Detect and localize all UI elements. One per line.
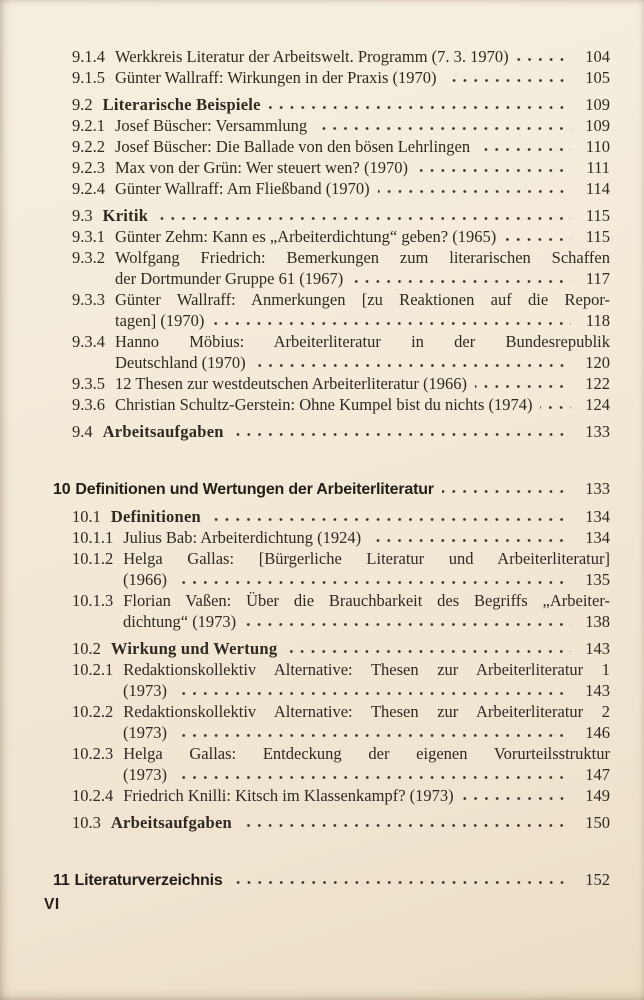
dot-leader: [462, 796, 571, 801]
entry-number: 9.3.3: [72, 290, 105, 309]
toc-entry-line: [72, 46, 610, 67]
dot-leader: [175, 691, 571, 696]
entry-number: 10.2.1: [72, 660, 114, 679]
entry-title: Günter Wallraff: Anmerkungen [zu Reaktionen auf die Repor-: [115, 290, 610, 309]
toc-entry-line: [72, 115, 610, 136]
entry-title: Redaktionskollektiv Alternative: Thesen zur Arbeiterliteratur 2: [123, 702, 610, 721]
toc-entry-line: [72, 268, 610, 289]
entry-title: Literarische Beispiele: [102, 95, 261, 114]
entry-number: 10.1.1: [72, 528, 114, 547]
dot-leader: [416, 168, 571, 173]
entry-page-number: 109: [585, 116, 610, 135]
toc-entry-line: [72, 226, 610, 247]
entry-number: 9.1.5: [72, 68, 105, 87]
entry-page-number: 104: [585, 47, 610, 66]
dot-leader: [209, 517, 571, 522]
entry-number: 10.2.4: [72, 786, 114, 805]
entry-page-number: 122: [585, 374, 610, 393]
dot-leader: [175, 775, 571, 780]
entry-number: 9.3.5: [72, 374, 105, 393]
entry-page-number: 120: [585, 353, 610, 372]
entry-number: 10.1.3: [72, 591, 114, 610]
entry-title: Christian Schultz-Gerstein: Ohne Kumpel bist du nichts (1974): [115, 395, 533, 414]
entry-title: (1966): [123, 570, 167, 589]
entry-title: Günter Zehm: Kann es „Arbeiterdichtung“ geben? (1965): [115, 227, 497, 246]
toc-entry-line: [72, 67, 610, 88]
dot-leader: [156, 216, 571, 221]
dot-leader: [475, 384, 571, 389]
entry-page-number: 143: [585, 639, 610, 658]
toc-entry: [72, 812, 610, 833]
dot-leader: [504, 237, 571, 242]
entry-title: Werkkreis Literatur der Arbeitswelt. Programm (7. 3. 1970): [115, 47, 509, 66]
dot-leader: [285, 649, 571, 654]
entry-number: 10.1.2: [72, 549, 114, 568]
toc-entry-line: [72, 812, 610, 833]
entry-title: Helga Gallas: Entdeckung der eigenen Vorurteilsstruktur: [123, 744, 610, 763]
toc-entry: [72, 659, 610, 701]
entry-page-number: 117: [585, 269, 610, 288]
toc-entry: [72, 331, 610, 373]
entry-title: Günter Wallraff: Wirkungen in der Praxis (1970): [115, 68, 437, 87]
dot-leader: [315, 126, 571, 131]
entry-title: Definitionen: [110, 507, 201, 526]
entry-number: 9.3.6: [72, 395, 105, 414]
entry-number: 9.2: [72, 95, 93, 114]
entry-title: 12 Thesen zur westdeutschen Arbeiterliteratur (1966): [115, 374, 468, 393]
entry-page-number: 134: [585, 507, 610, 526]
toc-entry-line: [72, 743, 610, 764]
entry-title: Josef Büscher: Versammlung: [115, 116, 308, 135]
entry-page-number: 135: [585, 570, 610, 589]
entry-number: 9.1.4: [72, 47, 105, 66]
entry-number: 9.3.4: [72, 332, 105, 351]
toc-entry: [72, 178, 610, 199]
dot-leader: [517, 57, 571, 62]
entry-page-number: 111: [586, 158, 610, 177]
toc-entry-line: [72, 569, 610, 590]
toc-entry: [72, 157, 610, 178]
dot-leader: [442, 489, 571, 494]
entry-number: 9.3: [72, 206, 93, 225]
toc-entry-line: [53, 869, 610, 891]
toc-entry: [72, 421, 610, 442]
dot-leader: [378, 189, 571, 194]
toc-entry-line: [72, 310, 610, 331]
toc-entry-line: [72, 247, 610, 268]
toc-entry: [72, 590, 610, 632]
entry-title: Wirkung und Wertung: [110, 639, 278, 658]
entry-title: Günter Wallraff: Am Fließband (1970): [115, 179, 370, 198]
dot-leader: [478, 147, 571, 152]
toc-entry: [72, 205, 610, 226]
toc-entry-line: [72, 701, 610, 722]
entry-title: Kritik: [102, 206, 149, 225]
entry-title: Wolfgang Friedrich: Bemerkungen zum literarischen Schaffen: [115, 248, 610, 267]
toc-entry-line: [72, 205, 610, 226]
toc-entry: [72, 638, 610, 659]
toc-entry: [72, 785, 610, 806]
entry-page-number: 152: [585, 870, 610, 889]
entry-page-number: 109: [585, 95, 610, 114]
entry-number: 10.2.3: [72, 744, 114, 763]
toc-entry: [72, 67, 610, 88]
entry-title: Definitionen und Wertungen der Arbeiterliteratur: [75, 481, 434, 498]
entry-page-number: 134: [585, 528, 610, 547]
toc-entry: [72, 506, 610, 527]
entry-number: 9.3.1: [72, 227, 105, 246]
entry-title: Florian Vaßen: Über die Brauchbarkeit des Begriffs „Arbeiter-: [123, 591, 610, 610]
toc-entry-line: [72, 659, 610, 680]
entry-number: 10.2.2: [72, 702, 114, 721]
entry-number: 9.2.2: [72, 137, 105, 156]
toc-entry-line: [72, 611, 610, 632]
entry-number: 9.3.2: [72, 248, 105, 267]
toc-entry-line: [72, 421, 610, 442]
dot-leader: [240, 823, 571, 828]
entry-title: Josef Büscher: Die Ballade von den bösen Lehrlingen: [115, 137, 471, 156]
toc-entry: [72, 136, 610, 157]
entry-number: 10.1: [72, 507, 101, 526]
toc-entry-line: [72, 94, 610, 115]
toc-entry-line: [72, 394, 610, 415]
toc-entry: [72, 115, 610, 136]
entry-page-number: 105: [585, 68, 610, 87]
dot-leader: [369, 538, 571, 543]
toc-entry-line: [72, 157, 610, 178]
entry-page-number: 147: [585, 765, 610, 784]
entry-page-number: 143: [585, 681, 610, 700]
toc-entry-line: [72, 506, 610, 527]
entry-title: Deutschland (1970): [115, 353, 246, 372]
entry-page-number: 114: [585, 179, 610, 198]
dot-leader: [175, 580, 571, 585]
toc-entry-line: [72, 352, 610, 373]
entry-number: 10: [53, 481, 71, 498]
entry-page-number: 118: [585, 311, 610, 330]
entry-page-number: 149: [585, 786, 610, 805]
entry-title: Helga Gallas: [Bürgerliche Literatur und Arbeiterliteratur]: [123, 549, 610, 568]
toc-entry-line: [53, 478, 610, 500]
toc-entry-line: [72, 527, 610, 548]
toc-entry: [72, 527, 610, 548]
entry-title: Arbeitsaufgaben: [110, 813, 232, 832]
entry-title: der Dortmunder Gruppe 61 (1967): [115, 269, 344, 288]
entry-title: (1973): [123, 681, 167, 700]
toc-entry: [72, 373, 610, 394]
entry-page-number: 124: [585, 395, 610, 414]
toc-entry: [72, 94, 610, 115]
toc-entry-line: [72, 331, 610, 352]
toc-entry: [72, 701, 610, 743]
toc-entry-line: [72, 373, 610, 394]
entry-title: (1973): [123, 723, 167, 742]
entry-number: 9.2.3: [72, 158, 105, 177]
entry-title: Julius Bab: Arbeiterdichtung (1924): [123, 528, 362, 547]
toc-entry-line: [72, 590, 610, 611]
dot-leader: [231, 880, 571, 885]
toc-entry-line: [72, 638, 610, 659]
entry-title: (1973): [123, 765, 167, 784]
entry-number: 11: [53, 872, 70, 889]
toc-entry: [72, 394, 610, 415]
dot-leader: [269, 105, 571, 110]
entry-title: Arbeitsaufgaben: [102, 422, 224, 441]
dot-leader: [445, 78, 571, 83]
dot-leader: [232, 432, 571, 437]
toc-entry-line: [72, 178, 610, 199]
entry-page-number: 133: [585, 422, 610, 441]
entry-page-number: 138: [585, 612, 610, 631]
dot-leader: [254, 363, 571, 368]
toc-entry-line: [72, 289, 610, 310]
entry-number: 10.2: [72, 639, 101, 658]
entry-page-number: 110: [585, 137, 610, 156]
entry-title: Friedrich Knilli: Kitsch im Klassenkampf? (1973): [123, 786, 454, 805]
entry-page-number: 150: [585, 813, 610, 832]
entry-title: Hanno Möbius: Arbeiterliteratur in der Bundesrepublik: [115, 332, 610, 351]
toc-entry: [53, 478, 610, 500]
toc-entry-line: [72, 136, 610, 157]
entry-title: tagen] (1970): [115, 311, 205, 330]
toc-entry-line: [72, 722, 610, 743]
entry-number: 10.3: [72, 813, 101, 832]
toc-entry: [72, 548, 610, 590]
entry-title: Max von der Grün: Wer steuert wen? (1970): [115, 158, 408, 177]
entry-number: 9.2.1: [72, 116, 105, 135]
entry-page-number: 146: [585, 723, 610, 742]
dot-leader: [540, 405, 571, 410]
dot-leader: [351, 279, 571, 284]
dot-leader: [212, 321, 571, 326]
toc-entry: [72, 46, 610, 67]
toc-entry: [72, 289, 610, 331]
toc-entry-line: [72, 680, 610, 701]
toc-entry: [72, 743, 610, 785]
entry-number: 9.4: [72, 422, 93, 441]
toc-entry: [53, 869, 610, 891]
entry-title: dichtung“ (1973): [123, 612, 237, 631]
entry-title: Literaturverzeichnis: [74, 872, 223, 889]
entry-page-number: 133: [585, 479, 610, 498]
entry-page-number: 115: [585, 206, 610, 225]
entry-number: 9.2.4: [72, 179, 105, 198]
toc-entry-line: [72, 548, 610, 569]
dot-leader: [244, 622, 571, 627]
entry-title: Redaktionskollektiv Alternative: Thesen zur Arbeiterliteratur 1: [123, 660, 610, 679]
toc-entry: [72, 226, 610, 247]
table-of-contents: [53, 46, 610, 891]
folio-page-label: VI: [44, 896, 60, 913]
toc-entry-line: [72, 785, 610, 806]
toc-entry: [72, 247, 610, 289]
dot-leader: [175, 733, 571, 738]
toc-entry-line: [72, 764, 610, 785]
entry-page-number: 115: [585, 227, 610, 246]
